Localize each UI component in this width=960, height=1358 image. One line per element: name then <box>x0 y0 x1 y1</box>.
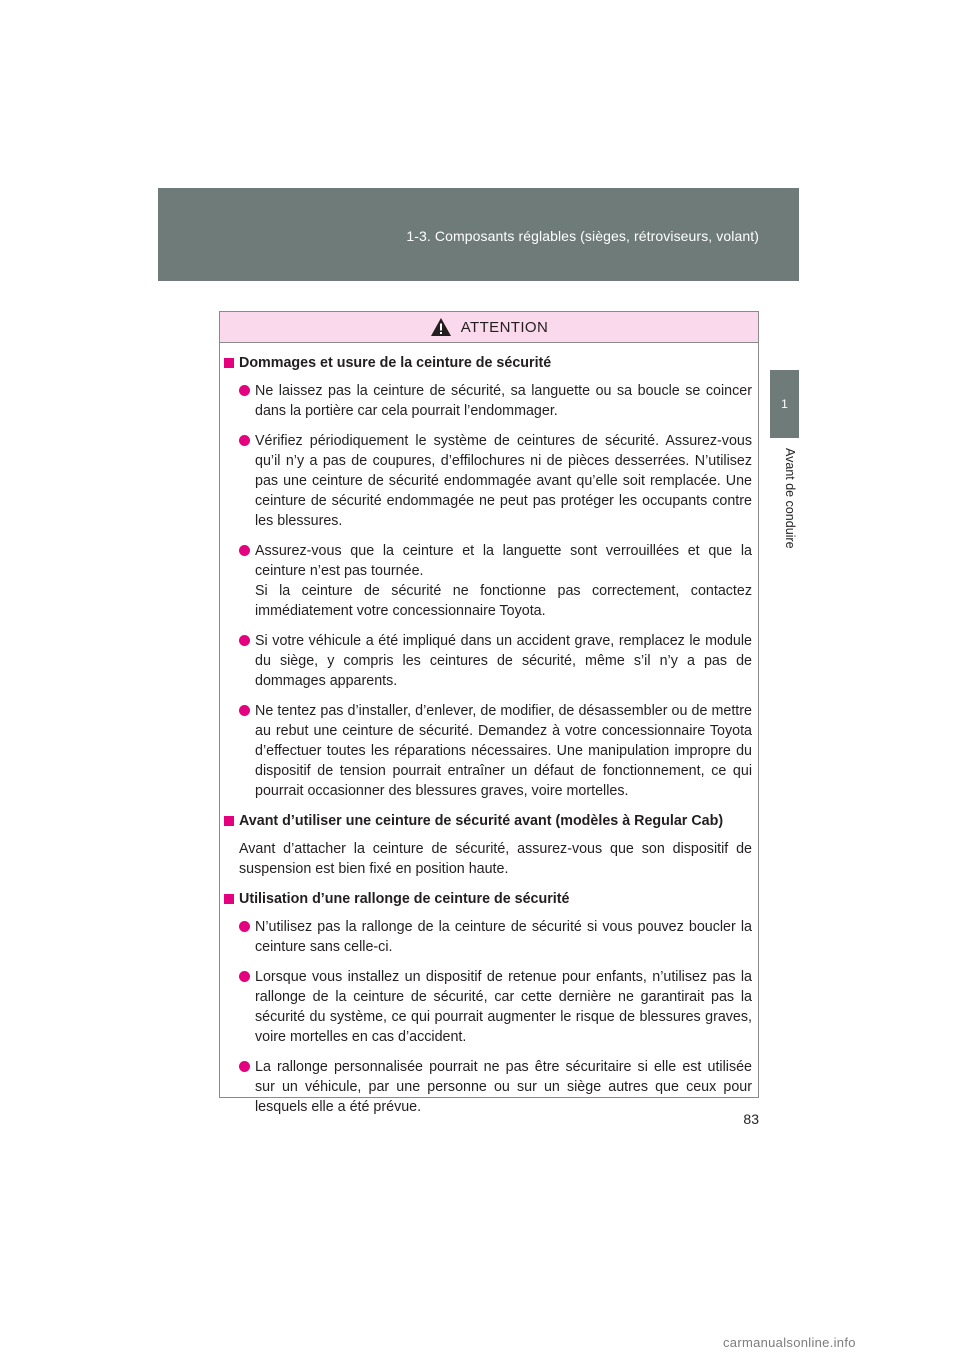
list-item: Vérifiez périodiquement le système de ceintures de sécurité. Assurez-vous qu’il n’y a pas de coupures, d’effilochures ni de pièces desserrées. N’utilisez pas une ceinture de sécurité endommagée avant qu’elle soit remplacée. Une ceinture de sécurité endommagée ne peut pas protéger les occupants contre les blessures. <box>238 431 752 531</box>
section-header-band <box>158 188 799 281</box>
square-bullet-icon <box>224 894 234 904</box>
multiline-text: Assurez-vous que la ceinture et la languette sont verrouillées et que la ceinture n’est pas tournée. Si la ceinture de sécurité ne fonctionne pas correctement, contactez immédiatement votre concessionnaire Toyota. <box>255 543 752 619</box>
list-item: Ne laissez pas la ceinture de sécurité, sa languette ou sa boucle se coincer dans la portière car cela pourrait l’endommager. <box>238 381 752 421</box>
list-item: Si votre véhicule a été impliqué dans un accident grave, remplacez le module du siège, y compris les ceintures de sécurité, même s’il n’y a pas de dommages apparents. <box>238 631 752 691</box>
page-number: 83 <box>743 1111 759 1127</box>
section-heading: Utilisation d’une rallonge de ceinture de sécurité <box>224 889 752 909</box>
watermark: carmanualsonline.info <box>723 1335 856 1350</box>
section-heading: Dommages et usure de la ceinture de sécurité <box>224 353 752 373</box>
square-bullet-icon <box>224 358 234 368</box>
round-bullet-icon <box>239 635 250 646</box>
section-title: 1-3. Composants réglables (sièges, rétroviseurs, volant) <box>406 228 759 244</box>
section-heading: Avant d’utiliser une ceinture de sécurité avant (modèles à Regular Cab) <box>224 811 752 831</box>
section-seatbelt-damage <box>224 353 752 801</box>
round-bullet-icon <box>239 385 250 396</box>
section-front-seatbelt-regular-cab <box>224 811 752 879</box>
round-bullet-icon <box>239 545 250 556</box>
section-seatbelt-extender <box>224 889 752 1117</box>
list-item <box>238 541 752 621</box>
list-item: N’utilisez pas la rallonge de la ceinture de sécurité si vous pouvez boucler la ceinture sans celle-ci. <box>238 917 752 957</box>
warning-triangle-icon <box>430 317 452 337</box>
attention-box <box>219 311 759 1115</box>
chapter-label: Avant de conduire <box>783 448 797 549</box>
round-bullet-icon <box>239 705 250 716</box>
list-item: Lorsque vous installez un dispositif de retenue pour enfants, n’utilisez pas la rallonge de la ceinture de sécurité, car cette dernière ne garantirait pas la sécurité du système, ce qui pourrait augmenter le risque de blessures graves, voire mortelles en cas d’accident. <box>238 967 752 1047</box>
round-bullet-icon <box>239 435 250 446</box>
chapter-number: 1 <box>781 397 788 411</box>
list-item: Ne tentez pas d’installer, d’enlever, de modifier, de désassembler ou de mettre au rebut une ceinture de sécurité. Demandez à votre concessionnaire Toyota d’effectuer toutes les réparations nécessaires. Une manipulation impropre du dispositif de tension pourrait entraîner un défaut de fonctionnement, ce qui pourrait occasionner des blessures graves, voire mortelles. <box>238 701 752 801</box>
attention-content <box>220 343 758 1117</box>
attention-title: ATTENTION <box>460 318 549 336</box>
section-paragraph: Avant d’attacher la ceinture de sécurité, assurez-vous que son dispositif de suspension est bien fixé en position haute. <box>239 841 752 877</box>
list-item: La rallonge personnalisée pourrait ne pas être sécuritaire si elle est utilisée sur un véhicule, par une personne ou sur un siège autres que ceux pour lesquels elle a été prévue. <box>238 1057 752 1117</box>
attention-header <box>220 312 758 343</box>
square-bullet-icon <box>224 816 234 826</box>
round-bullet-icon <box>239 971 250 982</box>
round-bullet-icon <box>239 921 250 932</box>
chapter-tab <box>770 370 799 438</box>
round-bullet-icon <box>239 1061 250 1072</box>
